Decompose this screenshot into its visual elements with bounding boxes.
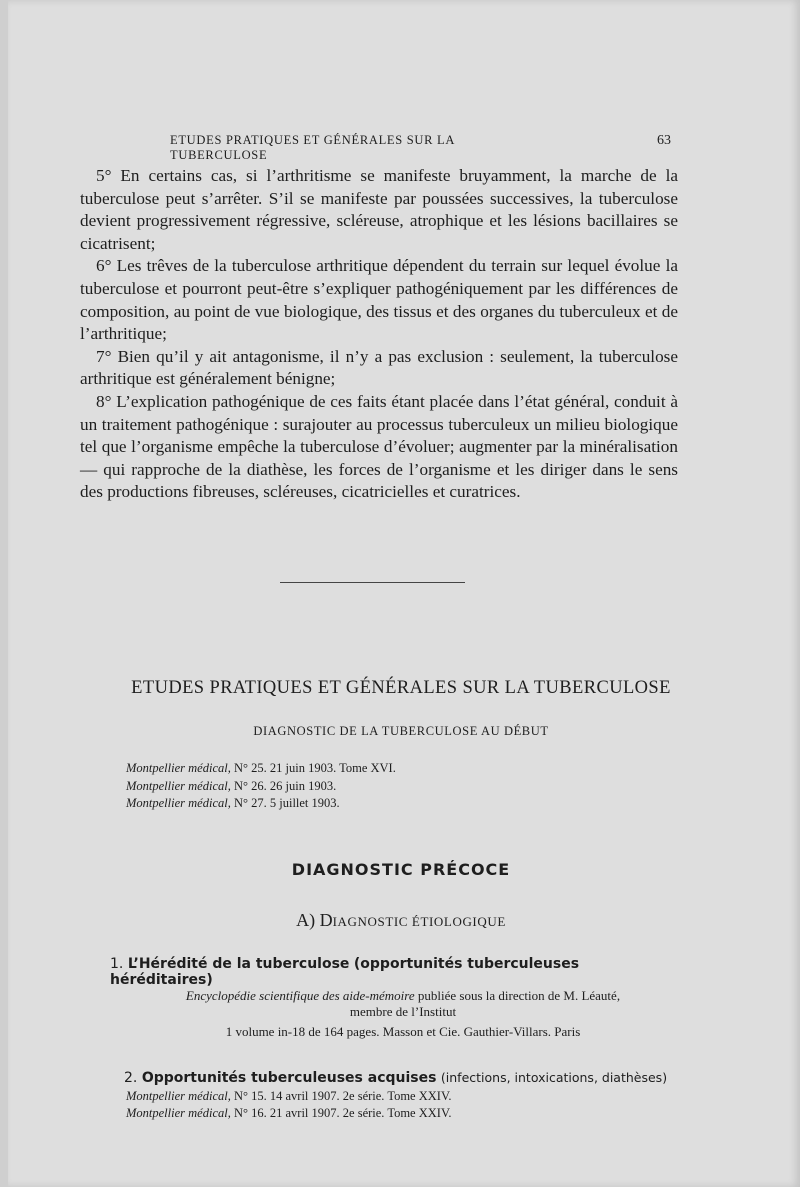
citation-rest: publiée sous la direction de M. Léauté, — [417, 988, 621, 1003]
citation-line: 1 volume in-18 de 164 pages. Masson et Cie. Gauthier-Villars. Paris — [225, 1024, 581, 1039]
reference-list — [126, 760, 546, 813]
reference-item — [126, 795, 546, 813]
reference-details: N° 25. 21 juin 1903. Tome XVI. — [233, 761, 396, 775]
journal-name: Montpellier médical, — [126, 778, 231, 793]
section-subtitle: DIAGNOSTIC DE LA TUBERCULOSE AU DÉBUT — [253, 724, 549, 738]
page-number: 63 — [657, 133, 671, 148]
item-2-heading — [124, 1070, 694, 1086]
item-title: L’Hérédité de la tuberculose — [127, 956, 350, 972]
item-title: Opportunités tuberculeuses acquises — [141, 1070, 437, 1086]
section-title: ETUDES PRATIQUES ET GÉNÉRALES SUR LA TUBERCULOSE — [131, 678, 671, 698]
reference-item — [126, 778, 546, 796]
citation-line: membre de l’Institut — [349, 1004, 457, 1019]
item-number: 2. — [124, 1070, 138, 1086]
subheading-diagnostic-etiologique — [80, 910, 722, 931]
paragraph-8: 8° L’explication pathogénique de ces faits étant placée dans l’état général, conduit à un traitement pathogénique : surajouter au processus tuberculeux un milieu biologique tel que l’organisme empêche la tuberculose d’évoluer; augmenter par la minéralisation — qui rapproche de la diathèse, les forces de l’organisme et les diriger dans le sens des productions fibreuses, scléreuses, cicatricielles et curatrices. — [80, 391, 678, 502]
reference-details: N° 15. 14 avril 1907. 2e série. Tome XXIV. — [233, 1089, 452, 1103]
item-1-heading — [110, 956, 670, 988]
paragraph-7: 7° Bien qu’il y ait antagonisme, il n’y a pas exclusion : seulement, la tuberculose arthritique est généralement bénigne; — [80, 346, 678, 389]
subheading-rest: IAGNOSTIC ÉTIOLOGIQUE — [332, 914, 506, 929]
item-1-citation — [133, 988, 673, 1040]
citation-title: Encyclopédie scientifique des aide-mémoire — [185, 988, 415, 1003]
section-divider — [280, 582, 465, 583]
reference-details: N° 26. 26 juin 1903. — [233, 778, 337, 793]
heading-diagnostic-precoce: DIAGNOSTIC PRÉCOCE — [291, 860, 511, 879]
item-subtitle: (infections, intoxications, diathèses) — [440, 1070, 668, 1085]
journal-name: Montpellier médical, — [126, 1089, 231, 1103]
reference-list-2 — [126, 1088, 546, 1122]
reference-item — [126, 760, 546, 778]
journal-name: Montpellier médical, — [126, 796, 231, 810]
item-number: 1. — [110, 956, 124, 972]
reference-item — [126, 1088, 546, 1105]
citation-line — [133, 988, 673, 1004]
journal-name: Montpellier médical, — [126, 1106, 231, 1120]
paragraph-6: 6° Les trêves de la tuberculose arthritique dépendent du terrain sur lequel évolue la tuberculose et pourront peut-être s’expliquer pathogéniquement par les différences de composition, au point de vue biologique, des tissus et des organes du tuberculeux et de l’arthritique; — [80, 256, 678, 344]
paragraph-5: 5° En certains cas, si l’arthritisme se manifeste bruyamment, la marche de la tuberculose peut s’arrêter. S’il se manifeste par poussées successives, la tuberculose devient progressivement régressive, scléreuse, atrophique et les lésions bacillaires se cicatrisent; — [80, 166, 678, 253]
reference-item — [126, 1105, 546, 1122]
reference-details: N° 27. 5 juillet 1903. — [233, 796, 340, 810]
running-header: ETUDES PRATIQUES ET GÉNÉRALES SUR LA TUBERCULOSE — [170, 133, 455, 162]
subheading-initial: A) D — [296, 910, 333, 930]
item-subtitle: (opportunités tuberculeuses héréditaires) — [110, 956, 580, 988]
body-text — [80, 165, 678, 504]
book-page — [8, 0, 800, 1187]
reference-details: N° 16. 21 avril 1907. 2e série. Tome XXIV. — [233, 1106, 452, 1120]
journal-name: Montpellier médical, — [126, 761, 231, 775]
